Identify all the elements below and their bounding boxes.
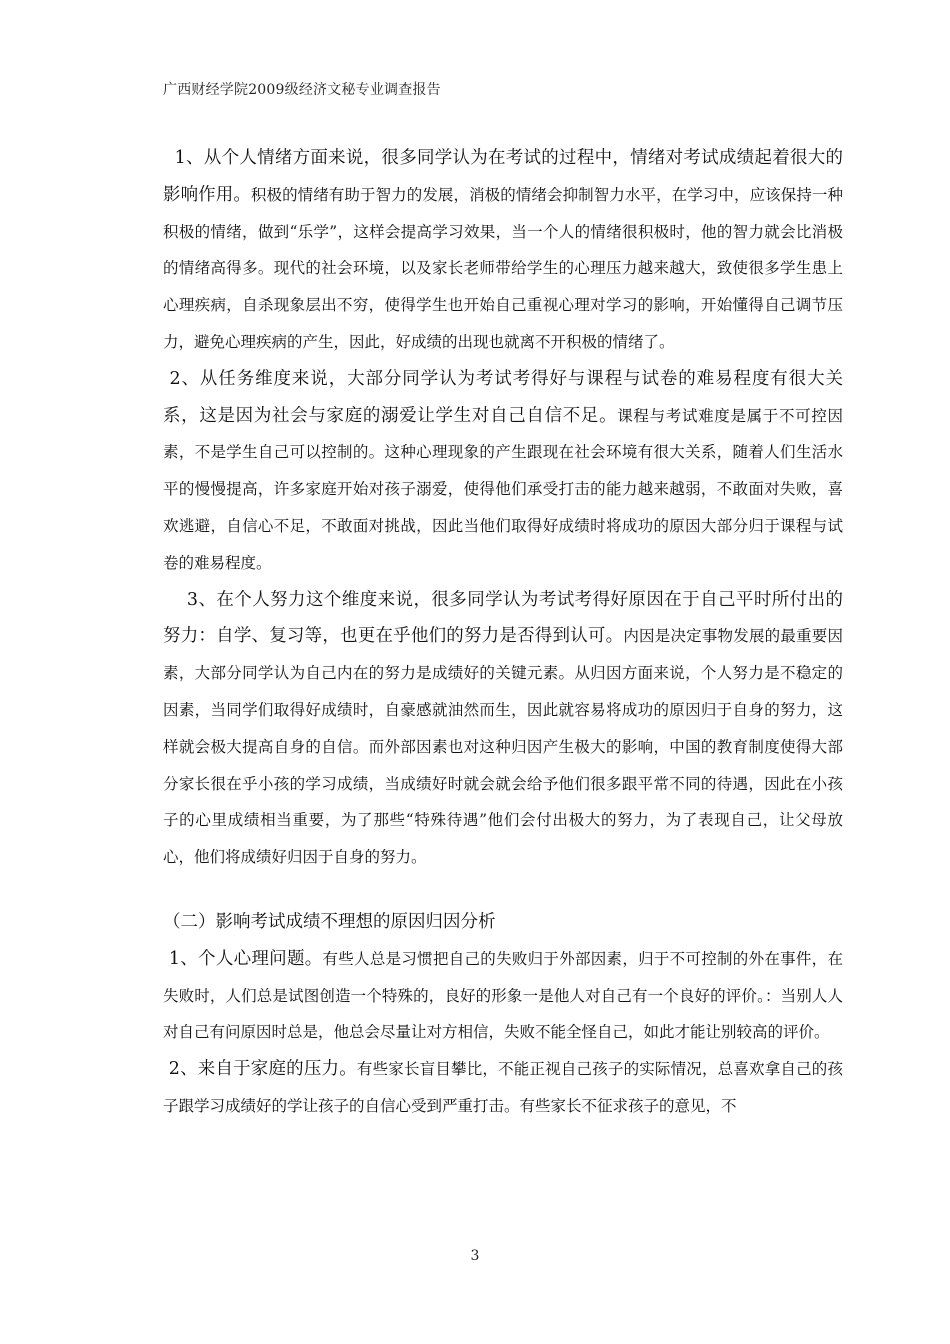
paragraph-lead: 3、在个人努力这个维度来说，很多同学认为考试考得好原因在于自己平时所付出的努力：自学、复习等，也更在乎他们的努力是否得到认可。: [163, 589, 843, 647]
section-title: （二）影响考试成绩不理想的原因归因分析: [163, 911, 496, 932]
paragraph-lead: 1、从个人情绪方面来说，很多同学认为在考试的过程中，情绪对考试成绩起着很大的影响作用。: [163, 148, 843, 205]
paragraph-body: 课程与考试难度是属于不可控因素，不是学生自己可以控制的。这种心理现象的产生跟现在社会环境有很大关系，随着人们生活水平的慢慢提高，许多家庭开始对孩子溺爱，使得他们承受打击的能力越来越弱，不敢面对失败，喜欢逃避，自信心不足，不敢面对挑战，因此当他们取得好成绩时将成功的原因大部分归于课程与试卷的难易程度。: [163, 406, 843, 572]
paragraph-gap: [163, 876, 843, 904]
page-header: 广西财经学院2009级经济文秘专业调查报告: [163, 82, 441, 98]
paragraph-task: [163, 361, 843, 582]
page-number: 3: [470, 1248, 480, 1264]
paragraph-effort: [163, 582, 843, 876]
paragraph-lead: 2、来自于家庭的压力。: [163, 1059, 357, 1080]
paragraph-psychology: [163, 941, 843, 1051]
paragraph-body: 有些人总是习惯把自己的失败归于外部因素，归于不可控制的外在事件，在失败时，人们总是试图创造一个特殊的，良好的形象一是他人对自己有一个良好的评价。：当别人人对自己有问原因时总是，他总会尽量让对方相信，失败不能全怪自己，如此才能让别较高的评价。: [163, 949, 843, 1042]
paragraph-emotion: [163, 140, 843, 361]
body-text: [163, 140, 843, 1125]
paragraph-lead: 2、从任务维度来说，大部分同学认为考试考得好与课程与试卷的难易程度有很大关系，这是因为社会与家庭的溺爱让学生对自己自信不足。: [163, 368, 843, 426]
paragraph-family-pressure: [163, 1051, 843, 1125]
paragraph-body: 积极的情绪有助于智力的发展，消极的情绪会抑制智力水平，在学习中，应该保持一种积极的情绪，做到“乐学”，这样会提高学习效果，当一个人的情绪很积极时，他的智力就会比消极的情绪高得多。现代的社会环境，以及家长老师带给学生的心理压力越来越大，致使很多学生患上心理疾病，自杀现象层出不穷，使得学生也开始自己重视心理对学习的影响，开始懂得自己调节压力，避免心理疾病的产生，因此，好成绩的出现也就离不开积极的情绪了。: [163, 185, 843, 351]
paragraph-body: 内因是决定事物发展的最重要因素，大部分同学认为自己内在的努力是成绩好的关键元素。从归因方面来说，个人努力是不稳定的因素，当同学们取得好成绩时，自豪感就油然而生，因此就容易将成功的原因归于自身的努力，这样就会极大提高自身的自信。而外部因素也对这种归因产生极大的影响，中国的教育制度使得大部分家长很在乎小孩的学习成绩，当成绩好时就会就会给予他们很多跟平常不同的待遇，因此在小孩子的心里成绩相当重要，为了那些“特殊待遇”他们会付出极大的努力，为了表现自己，让父母放心，他们将成绩好归因于自身的努力。: [163, 627, 843, 867]
paragraph-body: 有些家长盲目攀比，不能正视自己孩子的实际情况，总喜欢拿自己的孩子跟学习成绩好的学让孩子的自信心受到严重打击。有些家长不征求孩子的意见，不: [163, 1060, 843, 1115]
paragraph-lead: 1、个人心理问题。: [163, 948, 323, 969]
